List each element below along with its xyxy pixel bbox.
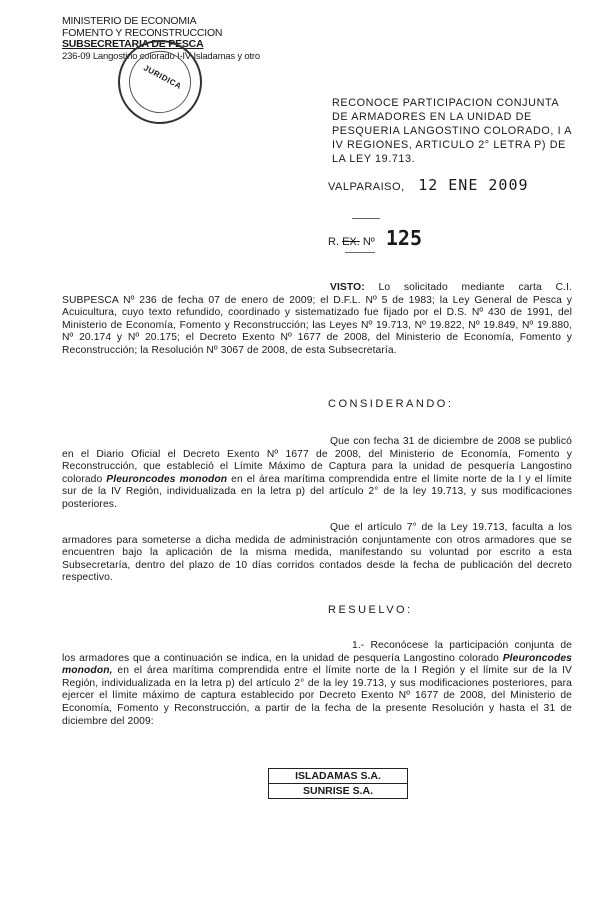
stamp-text: JURIDICA bbox=[142, 63, 184, 91]
considerando-1-text-b: en el área marítima comprendida entre el límite norte de la I y el límite sur de la IV Región, individualizada en la letra p) del artículo 2° de la ley 19.713, y sus modificaciones posteriores. bbox=[62, 473, 572, 510]
resuelvo-paragraph-1 bbox=[62, 640, 572, 728]
table-row bbox=[269, 769, 408, 784]
resolution-number: 125 bbox=[385, 226, 423, 250]
considerando-heading: CONSIDERANDO: bbox=[328, 398, 454, 410]
resuelvo-1-number: 1.- bbox=[352, 640, 365, 651]
visto-paragraph bbox=[62, 282, 572, 358]
ministry-line-3: SUBSECRETARIA DE PESCA bbox=[62, 38, 204, 50]
resolution-number-line bbox=[328, 226, 422, 250]
species-name: Pleuroncodes monodon bbox=[106, 473, 228, 485]
armador-cell: ISLADAMAS S.A. bbox=[269, 769, 408, 784]
resolution-subject: RECONOCE PARTICIPACION CONJUNTA DE ARMADORES EN LA UNIDAD DE PESQUERIA LANGOSTINO COLORADO, I A IV REGIONES, ARTICULO 2° LETRA P) DE LA LEY 19.713. bbox=[332, 97, 572, 165]
ministry-line-1: MINISTERIO DE ECONOMIA bbox=[62, 15, 197, 27]
date-city: VALPARAISO, bbox=[328, 181, 405, 193]
date-value: 12 ENE 2009 bbox=[418, 176, 529, 194]
divider-mark bbox=[352, 218, 380, 219]
resuelvo-1-text-a: Reconócese la participación conjunta de los armadores que a continuación se indica, en la unidad de pesquería Langostino colorado bbox=[62, 640, 573, 664]
resolution-prefix: R. bbox=[328, 236, 339, 248]
armadores-table bbox=[268, 768, 408, 799]
ministry-line-2: FOMENTO Y RECONSTRUCCION bbox=[62, 26, 223, 39]
divider-mark bbox=[345, 252, 375, 253]
visto-label: VISTO: bbox=[330, 282, 365, 293]
armador-cell: SUNRISE S.A. bbox=[269, 784, 408, 799]
table-row bbox=[269, 784, 408, 799]
resolution-struck-text: EX. bbox=[342, 236, 360, 248]
resuelvo-heading: RESUELVO: bbox=[328, 604, 413, 616]
considerando-paragraph-2 bbox=[62, 522, 572, 585]
resolution-number-label: Nº bbox=[362, 236, 375, 248]
considerando-1-text-a: Que con fecha 31 de diciembre de 2008 se publicó en el Diario Oficial el Decreto Exento Nº 1677 de 2008, del Ministerio de Economía, Fomento y Reconstrucción, que estableció el Límite Máximo de Captura para la unidad de pesquería Langostino colorado bbox=[62, 436, 572, 485]
considerando-2-text: Que el artículo 7° de la Ley 19.713, faculta a los armadores para someterse a dicha medida de administración conjuntamente con otros armadores que se encuentren bajo la aplicación de la misma medida, manifestando su voluntad por escrito a esta Subsecretaría, dentro del plazo de 10 días corridos contados desde la fecha de publicación del decreto respectivo. bbox=[62, 522, 572, 584]
date-line bbox=[328, 176, 529, 194]
document-reference: 236-09 Langostino colorado I-IV Isladamas y otro bbox=[62, 50, 260, 62]
species-name: Pleuroncodes monodon, bbox=[62, 652, 572, 677]
visto-text: Lo solicitado mediante carta C.I. SUBPESCA Nº 236 de fecha 07 de enero de 2009; el D.F.L. Nº 5 de 1983; la Ley General de Pesca y Acuicultura, cuyo texto refundido, coordinado y sistematizado fue fijado por el D.S. Nº 430 de 1991, del Ministerio de Economía, Fomento y Reconstrucción; las Leyes Nº 19.713, Nº 19.822, Nº 19.849, Nº 19.880, Nº 20.174 y Nº 20.175; el Decreto Exento Nº 1677 de 2008, del Ministerio de Economía, Fomento y Reconstrucción; la Resolución Nº 3067 de 2008, de esta Subsecretaría. bbox=[62, 282, 572, 356]
resuelvo-1-text-b: en el área marítima comprendida entre el límite norte de la I Región y el límite sur de la IV Región, individualizada en la letra p) del artículo 2° de la ley 19.713, y sus modificaciones posteriores, para ejercer el límite máximo de captura establecido por Decreto Exento Nº 1677 de 2008, del Ministerio de Economía, Fomento y Reconstrucción, a partir de la fecha de la presente Resolución y hasta el 31 de diciembre del 2009: bbox=[62, 665, 572, 727]
considerando-paragraph-1 bbox=[62, 436, 572, 512]
